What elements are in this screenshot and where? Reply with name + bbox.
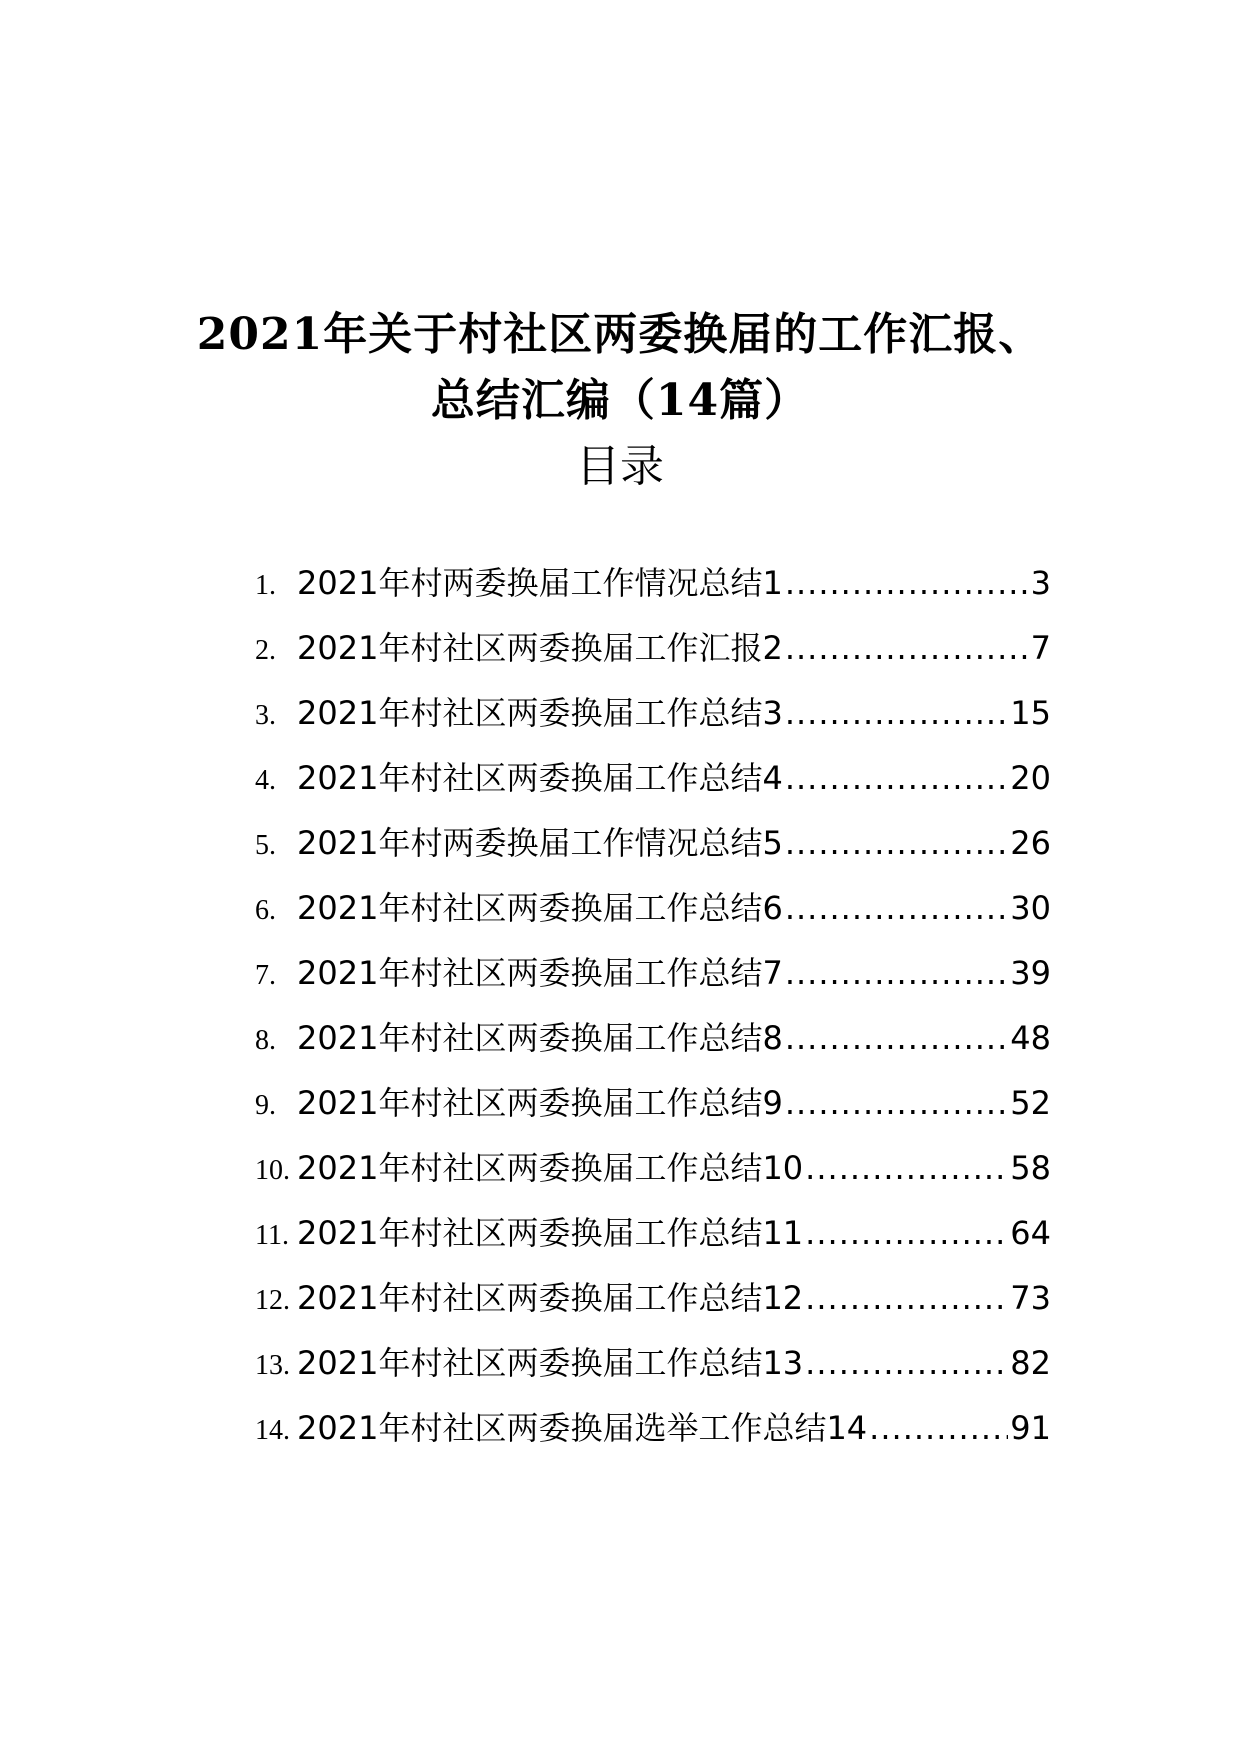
toc-entry-page: 52 <box>1010 1084 1051 1122</box>
toc-entry-page: 64 <box>1010 1214 1051 1252</box>
toc-entry-number: 1. <box>255 570 276 601</box>
toc-heading: 目录 <box>576 441 664 492</box>
toc-entry-title: 2021年村社区两委换届工作总结10 <box>297 1149 804 1187</box>
toc-dot-leader <box>805 1214 1008 1252</box>
toc-entry[interactable] <box>255 1338 1051 1403</box>
toc-entry-number: 10. <box>255 1155 290 1186</box>
toc-entry[interactable] <box>255 1013 1051 1078</box>
toc-entry-title: 2021年村两委换届工作情况总结5 <box>297 824 783 862</box>
toc-entry[interactable] <box>255 558 1051 623</box>
toc-dot-leader <box>785 954 1008 992</box>
toc-dot-leader <box>785 824 1008 862</box>
toc-dot-leader <box>785 1084 1008 1122</box>
toc-entry[interactable] <box>255 688 1051 753</box>
toc-entry-page: 20 <box>1010 759 1051 797</box>
toc-dot-leader <box>785 759 1008 797</box>
toc-entry-title: 2021年村社区两委换届工作总结3 <box>297 694 783 732</box>
toc-entry-title: 2021年村社区两委换届工作总结6 <box>297 889 783 927</box>
toc-entry-title: 2021年村社区两委换届工作总结7 <box>297 954 783 992</box>
toc-entry-title: 2021年村两委换届工作情况总结1 <box>297 564 783 602</box>
toc-entry-number: 4. <box>255 765 276 796</box>
toc-entry[interactable] <box>255 1078 1051 1143</box>
toc-entry[interactable] <box>255 623 1051 688</box>
toc-entry-title: 2021年村社区两委换届工作总结12 <box>297 1279 804 1317</box>
toc-entry[interactable] <box>255 1143 1051 1208</box>
toc-entry[interactable] <box>255 948 1051 1013</box>
toc-entry-page: 3 <box>1030 564 1051 602</box>
table-of-contents <box>255 558 1051 1468</box>
toc-dot-leader <box>805 1344 1008 1382</box>
toc-entry-page: 91 <box>1010 1409 1051 1447</box>
toc-entry-page: 15 <box>1010 694 1051 732</box>
toc-entry[interactable] <box>255 1208 1051 1273</box>
toc-entry-number: 3. <box>255 700 276 731</box>
toc-entry-number: 7. <box>255 960 276 991</box>
toc-dot-leader <box>805 1279 1008 1317</box>
toc-entry-page: 26 <box>1010 824 1051 862</box>
toc-entry-number: 6. <box>255 895 276 926</box>
toc-entry-title: 2021年村社区两委换届选举工作总结14 <box>297 1409 868 1447</box>
toc-entry-title: 2021年村社区两委换届工作总结8 <box>297 1019 783 1057</box>
toc-entry-page: 7 <box>1030 629 1051 667</box>
toc-dot-leader <box>785 889 1008 927</box>
toc-entry-page: 73 <box>1010 1279 1051 1317</box>
toc-entry-number: 5. <box>255 830 276 861</box>
toc-entry[interactable] <box>255 1403 1051 1468</box>
toc-entry-number: 2. <box>255 635 276 666</box>
toc-entry[interactable] <box>255 753 1051 818</box>
document-title-line-2: 总结汇编（14篇） <box>430 375 810 426</box>
toc-dot-leader <box>805 1149 1008 1187</box>
toc-entry-page: 48 <box>1010 1019 1051 1057</box>
toc-entry-number: 8. <box>255 1025 276 1056</box>
toc-dot-leader <box>869 1409 1008 1447</box>
toc-dot-leader <box>785 694 1008 732</box>
toc-entry-title: 2021年村社区两委换届工作总结9 <box>297 1084 783 1122</box>
toc-dot-leader <box>785 564 1029 602</box>
toc-entry-title: 2021年村社区两委换届工作总结11 <box>297 1214 804 1252</box>
toc-entry-page: 30 <box>1010 889 1051 927</box>
toc-entry[interactable] <box>255 818 1051 883</box>
toc-dot-leader <box>785 1019 1008 1057</box>
toc-entry-number: 9. <box>255 1090 276 1121</box>
toc-entry[interactable] <box>255 1273 1051 1338</box>
toc-entry-number: 14. <box>255 1415 290 1446</box>
toc-entry-page: 39 <box>1010 954 1051 992</box>
toc-entry-title: 2021年村社区两委换届工作汇报2 <box>297 629 783 667</box>
toc-dot-leader <box>785 629 1029 667</box>
toc-entry[interactable] <box>255 883 1051 948</box>
document-title-line-1: 2021年关于村社区两委换届的工作汇报、 <box>196 309 1044 360</box>
toc-entry-number: 12. <box>255 1285 290 1316</box>
toc-entry-title: 2021年村社区两委换届工作总结13 <box>297 1344 804 1382</box>
toc-entry-title: 2021年村社区两委换届工作总结4 <box>297 759 783 797</box>
toc-entry-page: 58 <box>1010 1149 1051 1187</box>
toc-entry-number: 11. <box>255 1220 289 1251</box>
toc-entry-page: 82 <box>1010 1344 1051 1382</box>
toc-entry-number: 13. <box>255 1350 290 1381</box>
